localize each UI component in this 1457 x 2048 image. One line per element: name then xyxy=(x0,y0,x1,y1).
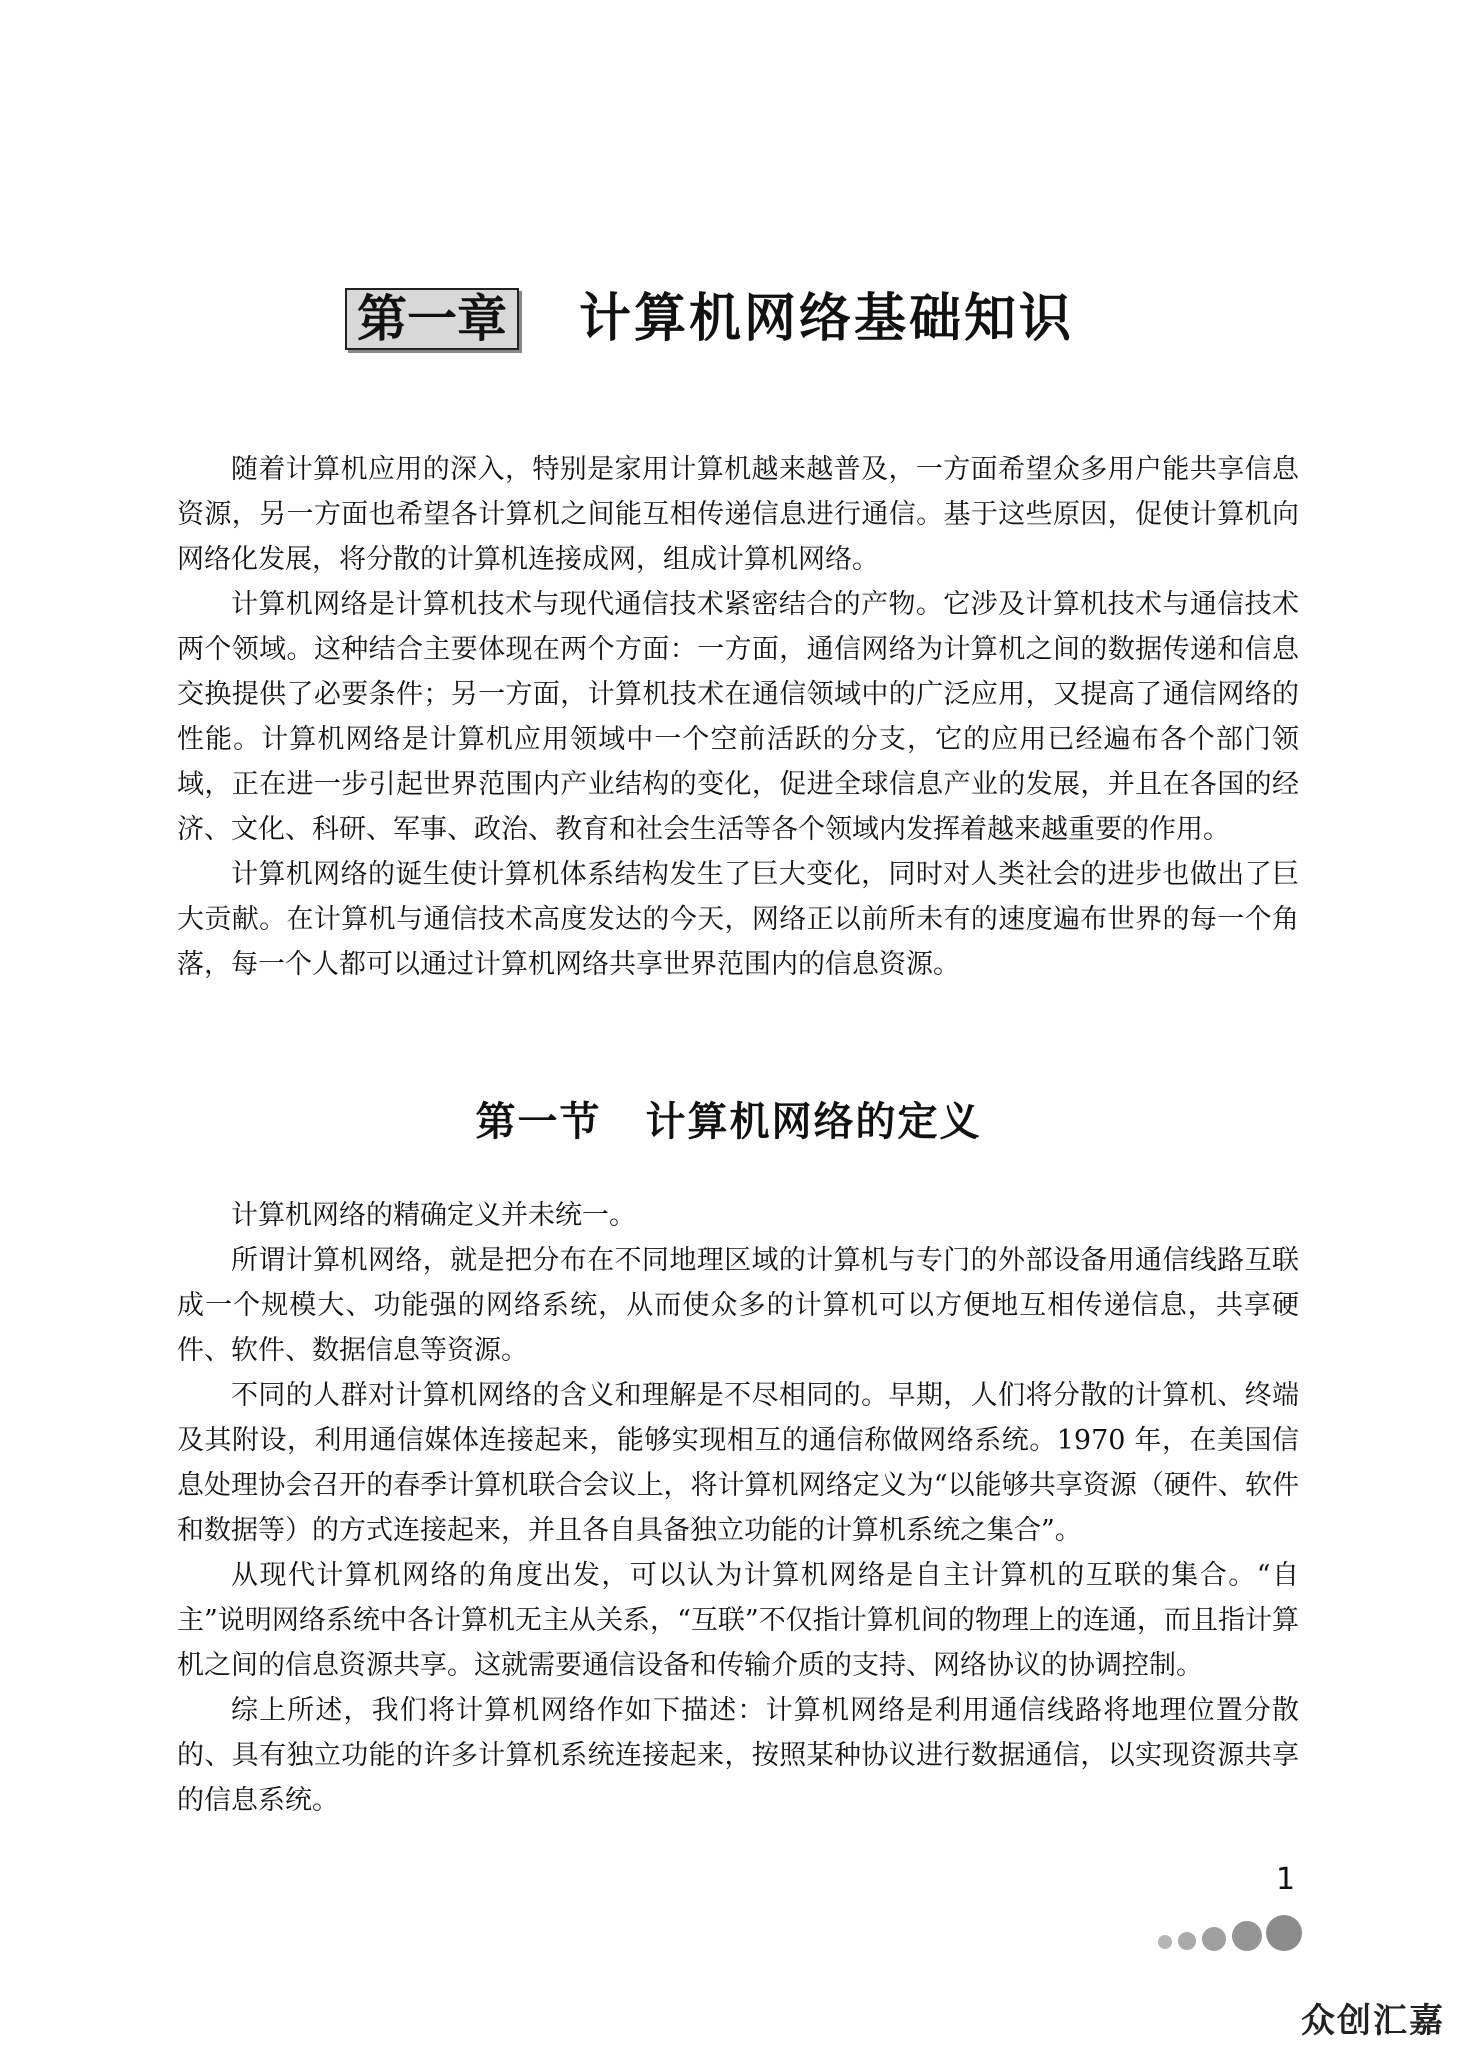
dot-icon xyxy=(1158,1935,1172,1949)
paragraph: 从现代计算机网络的角度出发，可以认为计算机网络是自主计算机的互联的集合。“自主”说明网络系统中各计算机无主从关系，“互联”不仅指计算机间的物理上的连通，而且指计算机之间的信息资源共享。这就需要通信设备和传输介质的支持、网络协议的协调控制。 xyxy=(177,1560,1299,1681)
chapter-title: 计算机网络基础知识 xyxy=(579,288,1075,349)
page-dots-decoration xyxy=(1158,1913,1298,1953)
section-text xyxy=(177,1193,1299,1823)
section-title: 计算机网络的定义 xyxy=(645,1098,982,1145)
intro-text xyxy=(177,447,1299,987)
paragraph: 计算机网络是计算机技术与现代通信技术紧密结合的产物。它涉及计算机技术与通信技术两个领域。这种结合主要体现在两个方面：一方面，通信网络为计算机之间的数据传递和信息交换提供了必要条件；另一方面，计算机技术在通信领域中的广泛应用，又提高了通信网络的性能。计算机网络是计算机应用领域中一个空前活跃的分支，它的应用已经遍布各个部门领域，正在进一步引起世界范围内产业结构的变化，促进全球信息产业的发展，并且在各国的经济、文化、科研、军事、政治、教育和社会生活等各个领域内发挥着越来越重要的作用。 xyxy=(177,589,1299,845)
paragraph: 不同的人群对计算机网络的含义和理解是不尽相同的。早期，人们将分散的计算机、终端及其附设，利用通信媒体连接起来，能够实现相互的通信称做网络系统。1970 年，在美国信息处理协会召开的春季计算机联合会议上，将计算机网络定义为“以能够共享资源（硬件、软件和数据等）的方式连接起来，并且各自具备独立功能的计算机系统之集合”。 xyxy=(177,1380,1299,1546)
dot-icon xyxy=(1178,1932,1196,1950)
paragraph: 所谓计算机网络，就是把分布在不同地理区域的计算机与专门的外部设备用通信线路互联成一个规模大、功能强的网络系统，从而使众多的计算机可以方便地互相传递信息，共享硬件、软件、数据信息等资源。 xyxy=(177,1245,1299,1366)
dot-icon xyxy=(1232,1921,1262,1951)
chapter-label: 第一章 xyxy=(345,288,519,350)
section-heading xyxy=(0,1090,1457,1147)
paragraph: 计算机网络的精确定义并未统一。 xyxy=(231,1200,636,1231)
paragraph: 计算机网络的诞生使计算机体系结构发生了巨大变化，同时对人类社会的进步也做出了巨大贡献。在计算机与通信技术高度发达的今天，网络正以前所未有的速度遍布世界的每一个角落，每一个人都可以通过计算机网络共享世界范围内的信息资源。 xyxy=(177,859,1299,980)
dot-icon xyxy=(1266,1915,1302,1951)
dot-icon xyxy=(1202,1927,1226,1951)
paragraph: 随着计算机应用的深入，特别是家用计算机越来越普及，一方面希望众多用户能共享信息资源，另一方面也希望各计算机之间能互相传递信息进行通信。基于这些原因，促使计算机向网络化发展，将分散的计算机连接成网，组成计算机网络。 xyxy=(177,454,1299,575)
watermark: 众创汇嘉 xyxy=(1301,2001,1445,2041)
section-label: 第一节 xyxy=(475,1098,602,1145)
page-number: 1 xyxy=(1276,1862,1296,1897)
chapter-heading xyxy=(345,288,1074,350)
paragraph: 综上所述，我们将计算机网络作如下描述：计算机网络是利用通信线路将地理位置分散的、具有独立功能的许多计算机系统连接起来，按照某种协议进行数据通信，以实现资源共享的信息系统。 xyxy=(177,1695,1299,1816)
